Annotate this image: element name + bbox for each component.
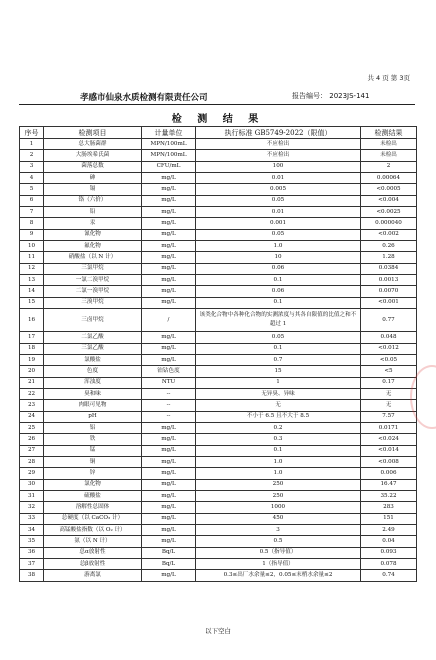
cell-index: 30 [20,479,44,490]
cell-item: 二氯一溴甲烷 [44,286,142,297]
table-row [20,218,417,229]
cell-standard: 0.3≤出厂水余量≤2，0.05≤末梢水余量≤2 [196,570,361,581]
cell-item: 一氯二溴甲烷 [44,275,142,286]
cell-item: 锌 [44,468,142,479]
table-row [20,184,417,195]
cell-standard: 0.005 [196,184,361,195]
cell-standard: 不小于 6.5 且不大于 8.5 [196,411,361,422]
table-row [20,490,417,501]
cell-item: 总β放射性 [44,559,142,570]
cell-index: 29 [20,468,44,479]
cell-unit: mg/L [142,468,196,479]
cell-unit: mg/L [142,445,196,456]
cell-item: 氯化物 [44,479,142,490]
cell-item: pH [44,411,142,422]
cell-unit: mg/L [142,218,196,229]
report-number [292,91,369,101]
cell-index: 34 [20,525,44,536]
table-row [20,547,417,558]
cell-unit: mg/L [142,184,196,195]
cell-index: 31 [20,490,44,501]
cell-standard: 0.1 [196,297,361,308]
report-number-value: 2023JS-141 [329,92,370,100]
table-row [20,422,417,433]
page-number: 共 4 页 第 3页 [367,74,410,82]
cell-result: <0.008 [361,456,417,467]
cell-item: 色度 [44,366,142,377]
cell-unit: -- [142,388,196,399]
cell-result: 283 [361,502,417,513]
cell-unit: CFU/mL [142,161,196,172]
cell-index: 23 [20,400,44,411]
cell-item: 镉 [44,184,142,195]
cell-index: 10 [20,241,44,252]
cell-result: <0.012 [361,343,417,354]
header-rule [19,104,415,105]
cell-index: 9 [20,229,44,240]
table-row [20,343,417,354]
table-row [20,354,417,365]
cell-standard: 1.0 [196,468,361,479]
cell-index: 3 [20,161,44,172]
cell-index: 33 [20,513,44,524]
cell-standard: 0.7 [196,354,361,365]
cell-item: 总α放射性 [44,547,142,558]
cell-standard: 250 [196,479,361,490]
cell-result: <0.004 [361,195,417,206]
cell-standard: 不应检出 [196,139,361,150]
cell-item: 铜 [44,456,142,467]
cell-item: 铁 [44,434,142,445]
cell-item: 菌落总数 [44,161,142,172]
end-marker: 以下空白 [205,627,231,635]
cell-result: 0.04 [361,536,417,547]
cell-item: 臭和味 [44,388,142,399]
col-header-index: 序号 [20,127,44,139]
cell-index: 12 [20,263,44,274]
cell-result: 151 [361,513,417,524]
cell-standard: 1.0 [196,456,361,467]
table-row [20,263,417,274]
cell-result: 0.74 [361,570,417,581]
cell-result: <0.0005 [361,184,417,195]
cell-item: 溶解性总固体 [44,502,142,513]
table-row [20,377,417,388]
table-row [20,434,417,445]
table-row [20,150,417,161]
cell-standard: 0.2 [196,422,361,433]
cell-index: 25 [20,422,44,433]
cell-index: 17 [20,332,44,343]
cell-unit: Bq/L [142,559,196,570]
table-row [20,445,417,456]
cell-result: 1.28 [361,252,417,263]
cell-index: 2 [20,150,44,161]
cell-result: <0.001 [361,297,417,308]
table-header-row [20,127,417,139]
cell-result: 0.078 [361,559,417,570]
cell-unit: -- [142,411,196,422]
cell-standard: 1 [196,377,361,388]
cell-result: <0.002 [361,229,417,240]
cell-result: 无 [361,400,417,411]
cell-standard: 3 [196,525,361,536]
cell-standard: 0.5 [196,536,361,547]
cell-result: 0.006 [361,468,417,479]
cell-index: 1 [20,139,44,150]
cell-index: 35 [20,536,44,547]
cell-standard: 1（指导值） [196,559,361,570]
cell-index: 21 [20,377,44,388]
cell-unit: mg/L [142,207,196,218]
cell-unit: mg/L [142,275,196,286]
table-row [20,559,417,570]
table-row [20,309,417,332]
cell-index: 37 [20,559,44,570]
cell-index: 11 [20,252,44,263]
cell-index: 4 [20,173,44,184]
cell-result: <0.05 [361,354,417,365]
table-row [20,275,417,286]
cell-index: 32 [20,502,44,513]
cell-item: 氨（以 N 计） [44,536,142,547]
cell-item: 三卤甲烷 [44,309,142,332]
cell-result: 无 [361,388,417,399]
cell-item: 铬（六价） [44,195,142,206]
cell-unit: mg/L [142,456,196,467]
cell-result: 0.0013 [361,275,417,286]
cell-result: <0.0025 [361,207,417,218]
cell-index: 5 [20,184,44,195]
cell-index: 18 [20,343,44,354]
cell-result: 未检出 [361,139,417,150]
table-row [20,207,417,218]
table-body [20,139,417,582]
cell-standard: 0.05 [196,195,361,206]
cell-item: 总大肠菌群 [44,139,142,150]
table-row [20,411,417,422]
col-header-standard: 执行标准 GB5749-2022（限值） [196,127,361,139]
cell-standard: 0.06 [196,286,361,297]
cell-standard: 0.05 [196,229,361,240]
cell-index: 36 [20,547,44,558]
cell-standard: 0.3 [196,434,361,445]
cell-item: 三氯乙酸 [44,343,142,354]
cell-unit: Bq/L [142,547,196,558]
cell-standard: 1000 [196,502,361,513]
table-row [20,468,417,479]
cell-item: 大肠埃希氏菌 [44,150,142,161]
cell-result: 0.26 [361,241,417,252]
cell-unit: mg/L [142,173,196,184]
cell-result: 16.47 [361,479,417,490]
cell-unit: mg/L [142,479,196,490]
cell-standard: 450 [196,513,361,524]
cell-standard: 1.0 [196,241,361,252]
cell-standard: 0.1 [196,275,361,286]
cell-result: 7.57 [361,411,417,422]
cell-item: 铅 [44,207,142,218]
report-number-label: 报告编号： [292,92,327,100]
cell-item: 游离氯 [44,570,142,581]
cell-item: 高锰酸盐指数（以 O₂ 计） [44,525,142,536]
table-row [20,195,417,206]
cell-item: 肉眼可见物 [44,400,142,411]
cell-item: 浑浊度 [44,377,142,388]
cell-unit: NTU [142,377,196,388]
cell-item: 铝 [44,422,142,433]
cell-index: 6 [20,195,44,206]
table-row [20,229,417,240]
cell-result: 2.49 [361,525,417,536]
cell-standard: 0.001 [196,218,361,229]
col-header-result: 检测结果 [361,127,417,139]
cell-index: 27 [20,445,44,456]
cell-index: 15 [20,297,44,308]
table-row [20,536,417,547]
table-row [20,513,417,524]
cell-result: 35.22 [361,490,417,501]
cell-unit: 铂钴色度 [142,366,196,377]
cell-standard: 该类化合物中各种化合物的实测浓度与其各自限值的比值之和不超过 1 [196,309,361,332]
cell-index: 20 [20,366,44,377]
cell-index: 7 [20,207,44,218]
col-header-unit: 计量单位 [142,127,196,139]
cell-unit: mg/L [142,297,196,308]
cell-standard: 0.06 [196,263,361,274]
cell-result: <5 [361,366,417,377]
cell-standard: 0.01 [196,207,361,218]
cell-index: 28 [20,456,44,467]
company-name: 孝感市仙泉水质检测有限责任公司 [80,93,208,103]
table-row [20,366,417,377]
cell-result: 0.000040 [361,218,417,229]
table-row [20,400,417,411]
cell-unit: mg/L [142,570,196,581]
col-header-item: 检测项目 [44,127,142,139]
cell-unit: mg/L [142,490,196,501]
cell-standard: 无异臭、异味 [196,388,361,399]
cell-unit: mg/L [142,525,196,536]
cell-unit: mg/L [142,263,196,274]
table-row [20,161,417,172]
table-row [20,502,417,513]
cell-unit: mg/L [142,332,196,343]
cell-standard: 无 [196,400,361,411]
cell-standard: 0.1 [196,343,361,354]
cell-unit: mg/L [142,513,196,524]
cell-item: 三氯甲烷 [44,263,142,274]
cell-unit: / [142,309,196,332]
cell-index: 26 [20,434,44,445]
table-row [20,173,417,184]
cell-unit: mg/L [142,343,196,354]
cell-index: 16 [20,309,44,332]
cell-index: 13 [20,275,44,286]
cell-unit: mg/L [142,434,196,445]
table-row [20,139,417,150]
cell-unit: mg/L [142,354,196,365]
cell-standard: 15 [196,366,361,377]
cell-item: 氰化物 [44,229,142,240]
page-title: 检 测 结 果 [171,114,265,125]
cell-unit: MPN/100mL [142,150,196,161]
table-row [20,297,417,308]
cell-standard: 10 [196,252,361,263]
table-row [20,388,417,399]
cell-index: 24 [20,411,44,422]
cell-item: 锰 [44,445,142,456]
cell-result: 0.0070 [361,286,417,297]
cell-item: 三溴甲烷 [44,297,142,308]
cell-unit: mg/L [142,241,196,252]
cell-result: 0.093 [361,547,417,558]
cell-result: <0.014 [361,445,417,456]
cell-item: 氟化物 [44,241,142,252]
cell-result: 0.0171 [361,422,417,433]
cell-result: 0.17 [361,377,417,388]
cell-standard: 0.05 [196,332,361,343]
results-table [19,126,417,582]
cell-standard: 100 [196,161,361,172]
cell-item: 砷 [44,173,142,184]
cell-result: 0.00064 [361,173,417,184]
cell-unit: mg/L [142,502,196,513]
cell-index: 38 [20,570,44,581]
cell-result: <0.024 [361,434,417,445]
cell-standard: 0.5（指导值） [196,547,361,558]
cell-standard: 250 [196,490,361,501]
table-row [20,286,417,297]
cell-item: 硫酸盐 [44,490,142,501]
cell-item: 二氯乙酸 [44,332,142,343]
cell-standard: 0.01 [196,173,361,184]
table-row [20,332,417,343]
table-row [20,525,417,536]
cell-index: 22 [20,388,44,399]
cell-index: 19 [20,354,44,365]
cell-item: 硝酸盐（以 N 计） [44,252,142,263]
cell-result: 0.048 [361,332,417,343]
cell-result: 0.77 [361,309,417,332]
cell-unit: mg/L [142,195,196,206]
table-row [20,241,417,252]
table-row [20,479,417,490]
cell-unit: mg/L [142,536,196,547]
cell-index: 14 [20,286,44,297]
cell-index: 8 [20,218,44,229]
cell-standard: 不应检出 [196,150,361,161]
cell-unit: mg/L [142,286,196,297]
cell-unit: mg/L [142,252,196,263]
table-row [20,456,417,467]
cell-unit: mg/L [142,422,196,433]
cell-unit: MPN/100mL [142,139,196,150]
cell-result: 0.0384 [361,263,417,274]
cell-result: 2 [361,161,417,172]
cell-item: 氯酸盐 [44,354,142,365]
cell-item: 汞 [44,218,142,229]
cell-unit: mg/L [142,229,196,240]
cell-standard: 0.1 [196,445,361,456]
cell-unit: -- [142,400,196,411]
cell-result: 未检出 [361,150,417,161]
table-row [20,252,417,263]
table-row [20,570,417,581]
cell-item: 总硬度（以 CaCO₃ 计） [44,513,142,524]
